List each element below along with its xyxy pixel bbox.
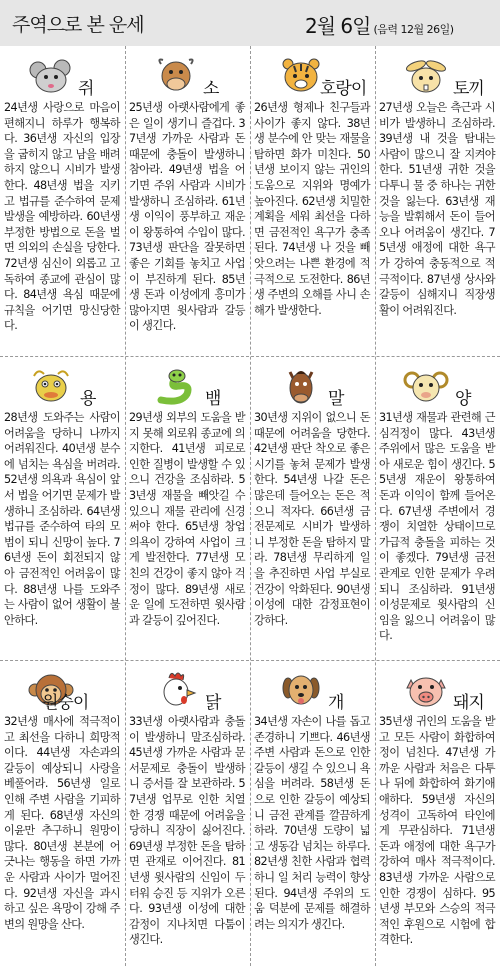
ox-icon <box>151 56 201 96</box>
sign-name: 돼지 <box>453 693 484 713</box>
sign-name: 호랑이 <box>320 79 367 99</box>
fortune-text: 34년생 자손이 나를 돕고 존경하니 기쁘다. 46년생 주변 사람과 돈으로 인한 갈등이 생길 수 있으니 욕심을 버려라. 58년생 돈으로 인한 갈등이 예상되니 금전 관계를 깔끔하게 하라. 70년생 도량이 넓고 생동감 넘치는 하루다. 82년생 친한 사람과 협력하니 일 처리 능력이 향상된다. 94년생 주위의 도움 덕분에 문제를 해결하려는 의지가 생긴다. <box>254 715 370 931</box>
sign-name: 양 <box>455 389 471 409</box>
fortune-text: 32년생 매사에 적극적이고 최선을 다하니 희망적이다. 44년생 자손과의 갈등이 예상되니 사랑을 베풀어라. 56년생 일로 인해 주변 사람을 기피하게 된다. 68년생 자신의 이윤만 추구하니 원망이 많다. 80년생 본분에 어긋나는 행동을 하면 가까운 사람과 사이가 멀어진다. 92년생 자신을 과시하고 싶은 욕망이 강해 주변의 원망을 산다. <box>4 715 120 931</box>
column-divider <box>125 46 126 966</box>
sign-name: 닭 <box>205 693 221 713</box>
dog-icon <box>276 670 326 710</box>
sign-name: 개 <box>328 693 344 713</box>
fortune-text: 27년생 오늘은 측근과 시비가 발생하니 조심하라. 39년생 내 것을 탐내는 사람이 많으니 잘 지켜야 한다. 51년생 귀한 것을 다투니 물 중 하나는 귀한 것을 잃는다. 63년생 재능을 발휘해서 돈이 들어오나 어려움이 생긴다. 75년생 애정에 대한 욕구가 강하여 충동적으로 적극적이다. 87년생 상사와 갈등이 심해지니 직장생활이 어려워진다. <box>379 101 495 317</box>
fortune-text: 24년생 사랑으로 마음이 편해지니 하루가 행복하다. 36년생 자신의 입장을 굽히지 않고 남을 배려하지 않으니 시비가 발생한다. 48년생 법을 지키고 법규를 준수하여 문제발생을 예방하라. 60년생 부정한 방법으로 돈을 벌면 의외의 손실을 당한다. 72년생 심신이 외롭고 고독하여 종교에 관심이 많다. 84년생 욕심 때문에 규칙을 어기면 망신당한다. <box>4 101 120 333</box>
horse-icon <box>276 366 326 406</box>
fortune-text: 30년생 지위이 없으니 돈 때문에 어려움을 당한다. 42년생 판단 착오로 좋은 시기를 놓쳐 문제가 발생한다. 54년생 나갈 돈은 많은데 들어오는 돈은 적으니 적자다. 66년생 금전문제로 시비가 발생하니 부정한 돈을 탐하지 말라. 78년생 무리하게 일을 추진하면 사업 부실로 건강이 악화된다. 90년생 이성에 대한 감정표현이 강하다. <box>254 411 370 627</box>
tiger-icon <box>276 56 326 96</box>
sign-name: 토끼 <box>453 79 484 99</box>
date-line <box>305 10 454 39</box>
rat-icon <box>26 56 76 96</box>
pig-icon <box>401 670 451 710</box>
fortune-text: 29년생 외부의 도움을 받지 못해 외로워 종교에 의지한다. 41년생 피로로 인한 질병이 발생할 수 있으니 건강을 조심하라. 53년생 재물을 빼앗길 수 있으니 재물 관리에 신경 써야 한다. 65년생 창업 의욕이 강하여 사업이 크게 발전한다. 77년생 모친의 건강이 좋지 않아 걱정이 많다. 89년생 새로운 일에 도전하면 윗사람과 갈등이 깊어진다. <box>129 411 245 627</box>
sign-name: 말 <box>328 389 344 409</box>
row-divider <box>0 356 500 357</box>
column-divider <box>250 46 251 966</box>
fortune-text: 35년생 귀인의 도움을 받고 모든 사람이 화합하여 정이 넘친다. 47년생 가까운 사람과 처음은 다투나 뒤에 화합하여 화기애애하다. 59년생 자신의 성격이 고독하여 타인에게 무관심하다. 71년생 돈과 애정에 대한 욕구가 강하여 매사 적극적이다. 83년생 가까운 사람으로 인한 경쟁이 심하다. 95년생 부모와 스승의 적극적인 후원으로 시험에 합격한다. <box>379 715 495 947</box>
rooster-icon <box>151 670 201 710</box>
fortune-text: 25년생 아랫사람에게 좋은 일이 생기니 즐겁다. 37년생 가까운 사람과 돈 때문에 충돌이 발생하니 참아라. 49년생 법을 어기면 주위 사람과 시비가 발생하니 조심하라. 61년생 이익이 풍부하고 재운이 왕통하여 수입이 많다. 73년생 판단을 잘못하면 좋은 기회를 놓치고 사업이 부진하게 된다. 85년생 돈과 이성에게 흥미가 많아지면 윗사람과 갈등이 생긴다. <box>129 101 245 333</box>
sign-name: 쥐 <box>78 79 94 99</box>
solar-date: 2월 6일 <box>305 14 371 38</box>
rabbit-icon <box>401 56 451 96</box>
lunar-date: (음력 12월 26일) <box>373 23 454 36</box>
sign-name: 원숭이 <box>42 693 89 713</box>
snake-icon <box>151 366 201 406</box>
sign-name: 용 <box>80 389 96 409</box>
sheep-icon <box>401 366 451 406</box>
fortune-text: 26년생 형제나 친구들과 사이가 좋지 않다. 38년생 분수에 안 맞는 재물을 탐하면 화가 미친다. 50년생 보이지 않는 귀인의 도움으로 지위와 명예가 높아진다. 62년생 치밀한 계획을 세워 최선을 다하면 금전적인 욕구가 충족된다. 74년생 나 것을 빼앗으려는 나쁜 환경에 적극적으로 도전한다. 86년생 주변의 오해를 사니 손해가 발생한다. <box>254 101 370 317</box>
row-divider <box>0 660 500 661</box>
fortune-text: 33년생 아랫사람과 충돌이 발생하니 말조심하라. 45년생 가까운 사람과 문서문제로 충돌이 발생하니 증서를 잘 보관하라. 57년생 업무로 인한 치열한 경쟁 때문에 어려움을 당하니 직장이 싫어진다. 69년생 부정한 돈을 탐하면 관재로 이어진다. 81년생 윗사람의 신임이 두터워 승진 등 지위가 오른다. 93년생 이성에 대한 감정이 지나치면 다툼이 생긴다. <box>129 715 245 947</box>
fortune-text: 31년생 재물과 관련해 근심걱정이 많다. 43년생 주위에서 많은 도움을 받아 새로운 힘이 생긴다. 55년생 재운이 왕통하여 돈과 이익이 함께 들어온다. 67년생 주변에서 경쟁이 치열한 상태이므로 가급적 충돌을 피하는 것이 좋겠다. 79년생 금전관계로 인한 문제가 우려되니 조심하라. 91년생 이성문제로 윗사람의 신임을 잃으니 어려움이 많다. <box>379 411 495 643</box>
sign-name: 뱀 <box>205 389 221 409</box>
page-title: 주역으로 본 운세 <box>12 14 144 36</box>
page-header <box>0 0 500 46</box>
dragon-icon <box>26 366 76 406</box>
column-divider <box>375 46 376 966</box>
sign-name: 소 <box>203 79 219 99</box>
fortune-text: 28년생 도와주는 사람이 어려움을 당하니 나까지 어려워진다. 40년생 분수에 넘치는 욕심을 버려라. 52년생 의욕과 욕심이 앞서 법을 어기면 문제가 발생하니 조심하라. 64년생 법규를 준수하여 타의 모범이 되니 신망이 높다. 76년생 돈이 회전되지 않아 금전적인 어려움이 많다. 88년생 나를 도와주는 사람이 없어 생활이 불안하다. <box>4 411 120 627</box>
